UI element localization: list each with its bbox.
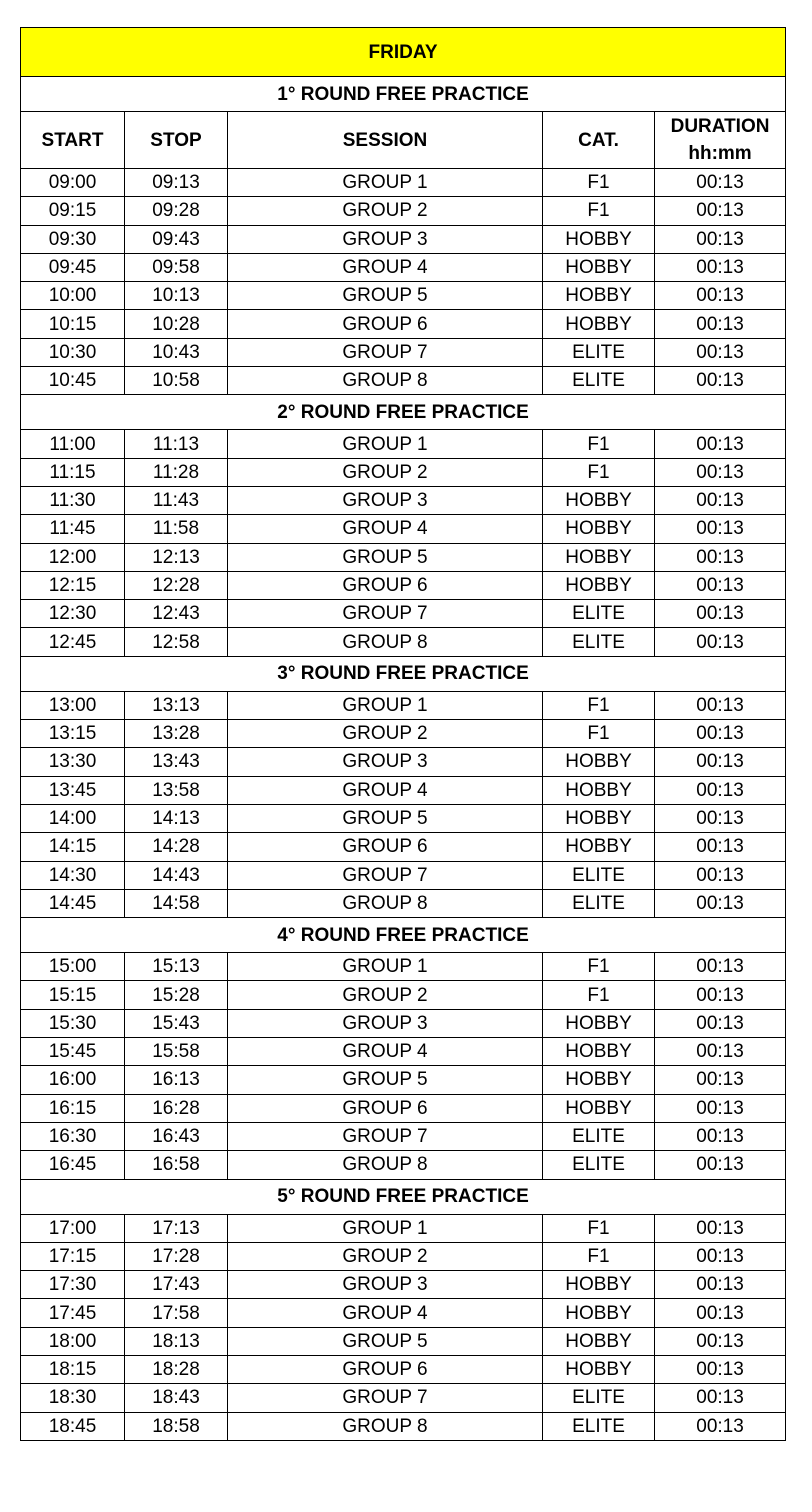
round-title: 4° ROUND FREE PRACTICE	[21, 918, 786, 953]
cell-stop: 17:28	[125, 1242, 228, 1270]
cell-cat: ELITE	[543, 338, 655, 366]
schedule-body	[21, 28, 786, 1441]
cell-start: 10:00	[21, 282, 125, 310]
cell-start: 18:00	[21, 1327, 125, 1355]
cell-cat: ELITE	[543, 1412, 655, 1440]
cell-cat: F1	[543, 458, 655, 486]
cell-start: 18:45	[21, 1412, 125, 1440]
cell-stop: 14:28	[125, 833, 228, 861]
cell-duration: 00:13	[655, 225, 786, 253]
cell-cat: F1	[543, 1214, 655, 1242]
cell-duration: 00:13	[655, 889, 786, 917]
cell-start: 13:30	[21, 748, 125, 776]
cell-cat: HOBBY	[543, 1327, 655, 1355]
cell-cat: F1	[543, 169, 655, 197]
cell-start: 16:15	[21, 1094, 125, 1122]
cell-stop: 15:28	[125, 981, 228, 1009]
cell-session: GROUP 5	[228, 282, 543, 310]
cell-cat: HOBBY	[543, 543, 655, 571]
cell-stop: 14:58	[125, 889, 228, 917]
cell-session: GROUP 6	[228, 571, 543, 599]
cell-start: 16:30	[21, 1122, 125, 1150]
table-row	[21, 833, 786, 861]
duration-unit: hh:mm	[688, 143, 752, 164]
round-title: 1° ROUND FREE PRACTICE	[21, 77, 786, 112]
table-row	[21, 310, 786, 338]
cell-stop: 11:43	[125, 486, 228, 514]
cell-cat: F1	[543, 1242, 655, 1270]
cell-session: GROUP 4	[228, 1299, 543, 1327]
cell-start: 13:45	[21, 776, 125, 804]
cell-stop: 17:58	[125, 1299, 228, 1327]
round-title-row	[21, 656, 786, 691]
cell-stop: 09:28	[125, 197, 228, 225]
table-row	[21, 981, 786, 1009]
cell-cat: ELITE	[543, 600, 655, 628]
cell-session: GROUP 6	[228, 833, 543, 861]
cell-stop: 17:13	[125, 1214, 228, 1242]
table-row	[21, 628, 786, 656]
cell-cat: HOBBY	[543, 571, 655, 599]
cell-cat: HOBBY	[543, 515, 655, 543]
cell-session: GROUP 1	[228, 430, 543, 458]
table-row	[21, 253, 786, 281]
cell-duration: 00:13	[655, 1242, 786, 1270]
cell-duration: 00:13	[655, 1151, 786, 1179]
round-title: 3° ROUND FREE PRACTICE	[21, 656, 786, 691]
table-row	[21, 197, 786, 225]
cell-duration: 00:13	[655, 367, 786, 395]
cell-cat: HOBBY	[543, 253, 655, 281]
cell-duration: 00:13	[655, 953, 786, 981]
cell-stop: 12:58	[125, 628, 228, 656]
cell-start: 18:15	[21, 1355, 125, 1383]
cell-session: GROUP 5	[228, 543, 543, 571]
cell-duration: 00:13	[655, 1066, 786, 1094]
cell-stop: 18:13	[125, 1327, 228, 1355]
cell-session: GROUP 6	[228, 1094, 543, 1122]
cell-start: 14:45	[21, 889, 125, 917]
cell-stop: 18:28	[125, 1355, 228, 1383]
cell-session: GROUP 4	[228, 515, 543, 543]
cell-session: GROUP 4	[228, 253, 543, 281]
cell-stop: 12:13	[125, 543, 228, 571]
cell-cat: F1	[543, 430, 655, 458]
column-header-stop: STOP	[125, 112, 228, 169]
cell-duration: 00:13	[655, 1384, 786, 1412]
table-row	[21, 776, 786, 804]
cell-duration: 00:13	[655, 1299, 786, 1327]
table-row	[21, 430, 786, 458]
table-row	[21, 1122, 786, 1150]
cell-start: 16:45	[21, 1151, 125, 1179]
cell-stop: 10:43	[125, 338, 228, 366]
cell-duration: 00:13	[655, 720, 786, 748]
cell-session: GROUP 7	[228, 338, 543, 366]
table-row	[21, 225, 786, 253]
cell-session: GROUP 6	[228, 310, 543, 338]
table-row	[21, 1384, 786, 1412]
cell-stop: 13:43	[125, 748, 228, 776]
cell-stop: 14:13	[125, 804, 228, 832]
cell-stop: 18:43	[125, 1384, 228, 1412]
cell-duration: 00:13	[655, 600, 786, 628]
cell-cat: ELITE	[543, 861, 655, 889]
cell-stop: 18:58	[125, 1412, 228, 1440]
cell-stop: 15:58	[125, 1038, 228, 1066]
cell-cat: ELITE	[543, 628, 655, 656]
cell-duration: 00:13	[655, 543, 786, 571]
cell-start: 09:00	[21, 169, 125, 197]
cell-start: 13:15	[21, 720, 125, 748]
cell-start: 13:00	[21, 691, 125, 719]
cell-stop: 10:58	[125, 367, 228, 395]
cell-start: 14:00	[21, 804, 125, 832]
cell-session: GROUP 8	[228, 889, 543, 917]
cell-duration: 00:13	[655, 804, 786, 832]
cell-duration: 00:13	[655, 691, 786, 719]
cell-start: 15:45	[21, 1038, 125, 1066]
cell-duration: 00:13	[655, 833, 786, 861]
cell-duration: 00:13	[655, 1355, 786, 1383]
cell-cat: HOBBY	[543, 1009, 655, 1037]
table-row	[21, 1299, 786, 1327]
cell-cat: HOBBY	[543, 282, 655, 310]
table-row	[21, 1038, 786, 1066]
table-row	[21, 953, 786, 981]
table-row	[21, 600, 786, 628]
column-header-row	[21, 112, 786, 169]
cell-stop: 10:28	[125, 310, 228, 338]
cell-duration: 00:13	[655, 748, 786, 776]
cell-cat: HOBBY	[543, 1271, 655, 1299]
cell-duration: 00:13	[655, 981, 786, 1009]
table-row	[21, 720, 786, 748]
cell-cat: HOBBY	[543, 776, 655, 804]
schedule-table	[20, 27, 786, 1441]
cell-cat: ELITE	[543, 1122, 655, 1150]
table-row	[21, 515, 786, 543]
cell-duration: 00:13	[655, 515, 786, 543]
cell-session: GROUP 5	[228, 1066, 543, 1094]
cell-cat: HOBBY	[543, 833, 655, 861]
cell-stop: 15:13	[125, 953, 228, 981]
cell-start: 12:15	[21, 571, 125, 599]
round-title-row	[21, 918, 786, 953]
cell-session: GROUP 3	[228, 225, 543, 253]
cell-start: 11:15	[21, 458, 125, 486]
cell-session: GROUP 8	[228, 1412, 543, 1440]
table-row	[21, 486, 786, 514]
table-row	[21, 1214, 786, 1242]
cell-cat: HOBBY	[543, 1094, 655, 1122]
cell-session: GROUP 2	[228, 1242, 543, 1270]
table-row	[21, 804, 786, 832]
cell-duration: 00:13	[655, 1214, 786, 1242]
table-row	[21, 1151, 786, 1179]
cell-cat: HOBBY	[543, 1066, 655, 1094]
table-row	[21, 1355, 786, 1383]
cell-stop: 16:13	[125, 1066, 228, 1094]
cell-duration: 00:13	[655, 338, 786, 366]
cell-duration: 00:13	[655, 571, 786, 599]
cell-duration: 00:13	[655, 1094, 786, 1122]
cell-cat: HOBBY	[543, 748, 655, 776]
cell-duration: 00:13	[655, 1122, 786, 1150]
cell-start: 14:30	[21, 861, 125, 889]
cell-session: GROUP 2	[228, 981, 543, 1009]
cell-stop: 13:13	[125, 691, 228, 719]
cell-start: 10:45	[21, 367, 125, 395]
table-row	[21, 1242, 786, 1270]
round-title-row	[21, 395, 786, 430]
cell-session: GROUP 3	[228, 1271, 543, 1299]
cell-duration: 00:13	[655, 1327, 786, 1355]
cell-cat: ELITE	[543, 367, 655, 395]
cell-cat: F1	[543, 197, 655, 225]
cell-stop: 15:43	[125, 1009, 228, 1037]
cell-session: GROUP 8	[228, 367, 543, 395]
cell-cat: HOBBY	[543, 1038, 655, 1066]
cell-stop: 16:43	[125, 1122, 228, 1150]
table-row	[21, 1412, 786, 1440]
cell-stop: 11:13	[125, 430, 228, 458]
table-row	[21, 748, 786, 776]
day-title: FRIDAY	[21, 28, 786, 77]
table-row	[21, 1009, 786, 1037]
cell-stop: 11:58	[125, 515, 228, 543]
cell-duration: 00:13	[655, 1412, 786, 1440]
table-row	[21, 1327, 786, 1355]
cell-session: GROUP 7	[228, 861, 543, 889]
table-row	[21, 1271, 786, 1299]
cell-start: 17:30	[21, 1271, 125, 1299]
table-row	[21, 571, 786, 599]
cell-session: GROUP 2	[228, 458, 543, 486]
cell-stop: 14:43	[125, 861, 228, 889]
cell-session: GROUP 7	[228, 1384, 543, 1412]
cell-session: GROUP 4	[228, 1038, 543, 1066]
cell-duration: 00:13	[655, 861, 786, 889]
cell-duration: 00:13	[655, 628, 786, 656]
cell-start: 15:30	[21, 1009, 125, 1037]
cell-cat: F1	[543, 981, 655, 1009]
cell-cat: F1	[543, 691, 655, 719]
cell-duration: 00:13	[655, 430, 786, 458]
cell-session: GROUP 7	[228, 600, 543, 628]
cell-start: 09:15	[21, 197, 125, 225]
cell-duration: 00:13	[655, 169, 786, 197]
cell-cat: F1	[543, 720, 655, 748]
cell-session: GROUP 1	[228, 691, 543, 719]
cell-cat: HOBBY	[543, 804, 655, 832]
cell-duration: 00:13	[655, 1271, 786, 1299]
cell-duration: 00:13	[655, 458, 786, 486]
cell-session: GROUP 4	[228, 776, 543, 804]
cell-session: GROUP 1	[228, 1214, 543, 1242]
round-title-row	[21, 1179, 786, 1214]
table-row	[21, 889, 786, 917]
cell-cat: HOBBY	[543, 486, 655, 514]
cell-cat: HOBBY	[543, 225, 655, 253]
table-row	[21, 282, 786, 310]
cell-session: GROUP 8	[228, 1151, 543, 1179]
cell-start: 10:15	[21, 310, 125, 338]
cell-duration: 00:13	[655, 776, 786, 804]
cell-start: 11:30	[21, 486, 125, 514]
cell-start: 17:00	[21, 1214, 125, 1242]
cell-session: GROUP 1	[228, 169, 543, 197]
cell-session: GROUP 2	[228, 720, 543, 748]
duration-label: DURATION	[670, 116, 770, 137]
cell-duration: 00:13	[655, 197, 786, 225]
cell-stop: 09:43	[125, 225, 228, 253]
cell-start: 12:30	[21, 600, 125, 628]
cell-duration: 00:13	[655, 282, 786, 310]
cell-session: GROUP 2	[228, 197, 543, 225]
cell-cat: ELITE	[543, 889, 655, 917]
cell-duration: 00:13	[655, 253, 786, 281]
cell-duration: 00:13	[655, 310, 786, 338]
cell-start: 10:30	[21, 338, 125, 366]
column-header-session: SESSION	[228, 112, 543, 169]
cell-cat: HOBBY	[543, 1299, 655, 1327]
cell-duration: 00:13	[655, 1038, 786, 1066]
cell-stop: 09:13	[125, 169, 228, 197]
cell-stop: 16:28	[125, 1094, 228, 1122]
table-row	[21, 458, 786, 486]
cell-stop: 10:13	[125, 282, 228, 310]
table-row	[21, 1066, 786, 1094]
cell-session: GROUP 1	[228, 953, 543, 981]
cell-stop: 09:58	[125, 253, 228, 281]
cell-session: GROUP 3	[228, 1009, 543, 1037]
column-header-cat: CAT.	[543, 112, 655, 169]
table-row	[21, 367, 786, 395]
table-row	[21, 1094, 786, 1122]
cell-start: 17:45	[21, 1299, 125, 1327]
round-title: 2° ROUND FREE PRACTICE	[21, 395, 786, 430]
cell-cat: ELITE	[543, 1151, 655, 1179]
cell-duration: 00:13	[655, 486, 786, 514]
round-title-row	[21, 77, 786, 112]
cell-stop: 16:58	[125, 1151, 228, 1179]
cell-start: 15:00	[21, 953, 125, 981]
cell-start: 12:45	[21, 628, 125, 656]
cell-start: 11:00	[21, 430, 125, 458]
cell-start: 09:30	[21, 225, 125, 253]
table-row	[21, 338, 786, 366]
cell-start: 12:00	[21, 543, 125, 571]
cell-session: GROUP 7	[228, 1122, 543, 1150]
cell-stop: 13:28	[125, 720, 228, 748]
table-row	[21, 861, 786, 889]
cell-start: 14:15	[21, 833, 125, 861]
day-title-row	[21, 28, 786, 77]
cell-start: 15:15	[21, 981, 125, 1009]
table-row	[21, 543, 786, 571]
cell-session: GROUP 3	[228, 748, 543, 776]
cell-session: GROUP 6	[228, 1355, 543, 1383]
cell-session: GROUP 5	[228, 1327, 543, 1355]
table-row	[21, 169, 786, 197]
cell-start: 09:45	[21, 253, 125, 281]
cell-cat: HOBBY	[543, 1355, 655, 1383]
cell-start: 11:45	[21, 515, 125, 543]
cell-stop: 17:43	[125, 1271, 228, 1299]
cell-cat: F1	[543, 953, 655, 981]
cell-start: 17:15	[21, 1242, 125, 1270]
cell-stop: 12:28	[125, 571, 228, 599]
cell-session: GROUP 8	[228, 628, 543, 656]
round-title: 5° ROUND FREE PRACTICE	[21, 1179, 786, 1214]
cell-session: GROUP 5	[228, 804, 543, 832]
cell-stop: 12:43	[125, 600, 228, 628]
cell-cat: ELITE	[543, 1384, 655, 1412]
cell-start: 18:30	[21, 1384, 125, 1412]
cell-session: GROUP 3	[228, 486, 543, 514]
table-row	[21, 691, 786, 719]
cell-stop: 13:58	[125, 776, 228, 804]
column-header-duration	[655, 112, 786, 169]
column-header-start: START	[21, 112, 125, 169]
cell-cat: HOBBY	[543, 310, 655, 338]
cell-start: 16:00	[21, 1066, 125, 1094]
cell-duration: 00:13	[655, 1009, 786, 1037]
cell-stop: 11:28	[125, 458, 228, 486]
